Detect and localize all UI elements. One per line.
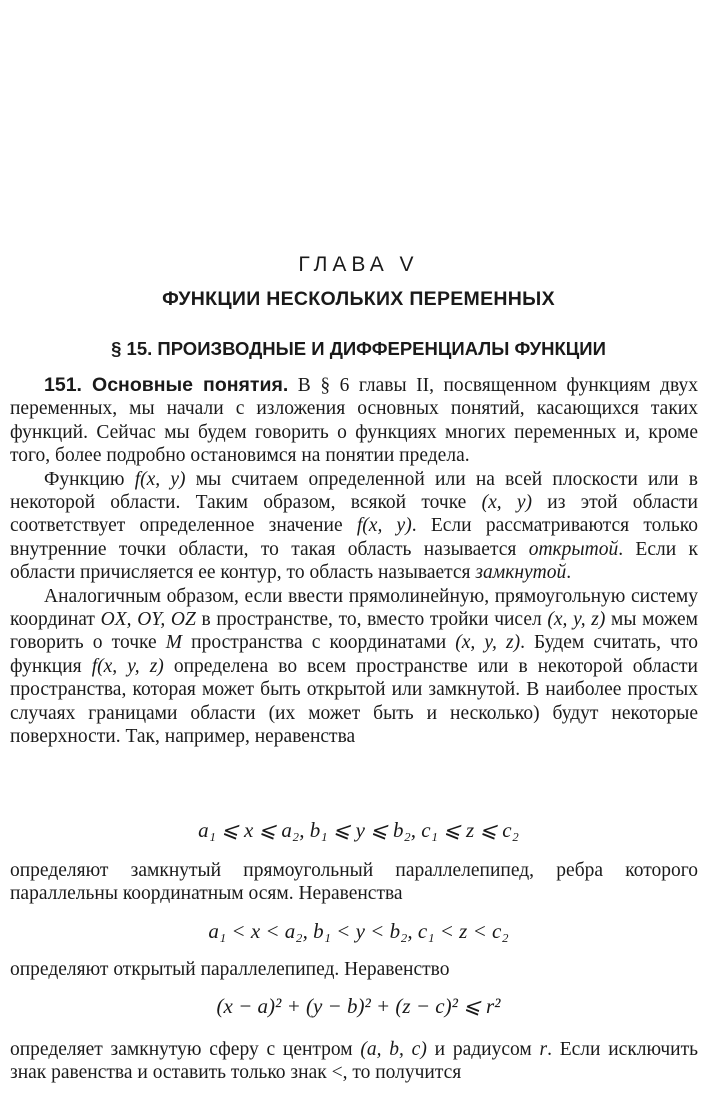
text-run: мы считаем определенной или на всей плоскости или в некоторой области. Таким образом, всякой точке (10, 468, 698, 514)
paragraph-1-text: В § 6 главы II, посвященном функциям двух переменных, мы начали с изложения основных понятий, касающихся таких функций. Сейчас мы будем говорить о функциях многих переменных и, кроме того, более подробно остановимся на понятии предела. (10, 375, 699, 467)
formula-open-box: a₁ < x < a₂, b₁ < y < b₂, c₁ < z < c₂ (208, 919, 509, 943)
chapter-label: ГЛАВА V (298, 253, 419, 276)
text-run: определена во всем пространстве или в некоторой области пространства, которая может быть открытой или замкнутой. В наиболее простых случаях границами области (их может быть и несколько) будут некоторые поверхности. Так, например, неравенства (10, 655, 698, 748)
text-run: . (566, 562, 572, 584)
emphasis-closed: замкнутой (475, 562, 567, 584)
math-run: (a, b, c) (360, 1039, 427, 1060)
text-run: определяет замкнутую сферу с центром (10, 1039, 361, 1060)
text-run: в пространстве, то, вместо тройки чисел (195, 609, 548, 631)
math-run: f(x, y, z) (91, 655, 164, 677)
body-text (10, 374, 698, 749)
text-run: . Будем считать, что функция (10, 632, 698, 677)
text-run: мы можем говорить о точке (10, 609, 698, 654)
text-after-formula-1: определяют замкнутый прямоугольный параллелепипед, ребра которого параллельны координатным осям. Неравенства (10, 860, 698, 905)
formula-sphere: (x − a)² + (y − b)² + (z − c)² ⩽ r² (216, 994, 501, 1018)
emphasis-open: открытой (528, 538, 619, 560)
text-run: . Если рассматриваются только внутренние точки области, то такая область называется (10, 515, 698, 560)
text-run: пространства с координатами (182, 632, 456, 654)
math-run: r (539, 1039, 548, 1060)
math-run: f(x, y) (356, 515, 412, 537)
chapter-title: ФУНКЦИИ НЕСКОЛЬКИХ ПЕРЕМЕННЫХ (162, 288, 555, 310)
paragraph-1 (10, 374, 698, 468)
section-title: § 15. ПРОИЗВОДНЫЕ И ДИФФЕРЕНЦИАЛЫ ФУНКЦИИ (111, 338, 606, 359)
math-run: (x, y, z) (547, 609, 606, 631)
text-run: и радиусом (426, 1039, 540, 1060)
math-run: (x, y) (481, 492, 533, 514)
math-run: (x, y, z) (455, 632, 521, 654)
paragraph-heading: 151. Основные понятия. (44, 374, 289, 396)
text-run: из этой области соответствует определенное значение (10, 492, 698, 537)
paragraph-3 (10, 585, 698, 749)
text-run: Аналогичным образом, если ввести прямолинейную, прямоугольную систему координат (10, 585, 698, 631)
text-run: Функцию (44, 468, 135, 490)
math-run: f(x, y) (134, 468, 186, 490)
paragraph-2 (10, 468, 698, 585)
math-run: OX, OY, OZ (100, 609, 196, 631)
formula-closed-box: a₁ ⩽ x ⩽ a₂, b₁ ⩽ y ⩽ b₂, c₁ ⩽ z ⩽ c₂ (198, 818, 519, 842)
text-run: . Если к области причисляется ее контур, то область называется (10, 538, 698, 584)
text-after-formula-2: определяют открытый параллелепипед. Неравенство (10, 959, 450, 980)
text-run: . Если исключить знак равенства и оставить только знак <, то получится (10, 1039, 699, 1084)
math-run: M (165, 632, 183, 654)
text-after-formula-3 (10, 1038, 698, 1085)
